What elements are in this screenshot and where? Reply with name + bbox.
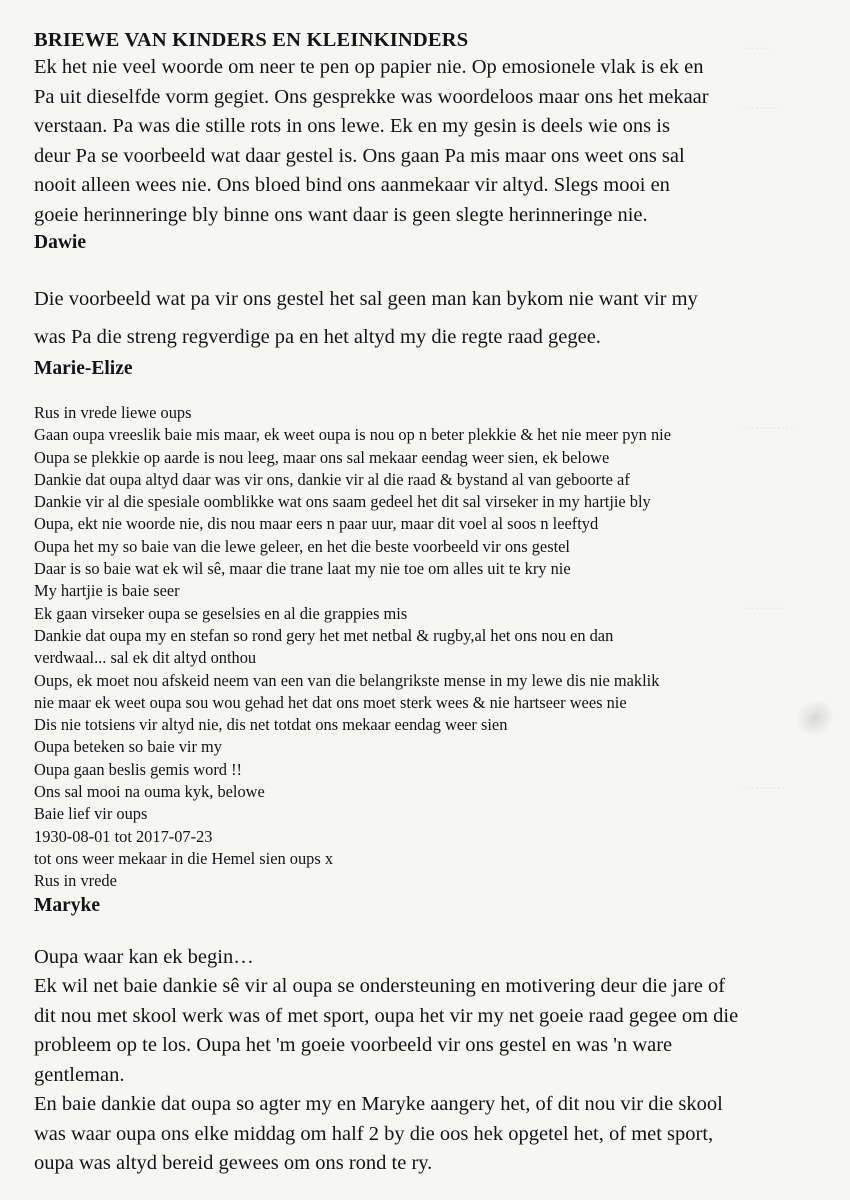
page-title: BRIEWE VAN KINDERS EN KLEINKINDERS bbox=[34, 29, 469, 51]
text-line: tot ons weer mekaar in die Hemel sien oups x bbox=[34, 848, 334, 868]
letter-final-body bbox=[34, 943, 824, 1179]
text-line: gentleman. bbox=[34, 1063, 125, 1086]
text-line: goeie herinneringe bly binne ons want daar is geen slegte herinneringe nie. bbox=[34, 203, 648, 226]
text-line: dit nou met skool werk was of met sport, oupa het vir my net goeie raad gegee om die bbox=[34, 1004, 739, 1027]
signature-dawie: Dawie bbox=[34, 232, 86, 253]
letter-marie-elize bbox=[34, 280, 824, 382]
text-line: verdwaal... sal ek dit altyd onthou bbox=[34, 648, 257, 668]
text-line: Gaan oupa vreeslik baie mis maar, ek weet oupa is nou op n beter plekkie & het nie meer pyn nie bbox=[34, 425, 672, 445]
letter-dawie bbox=[34, 53, 824, 256]
text-line: 1930-08-01 tot 2017-07-23 bbox=[34, 826, 213, 846]
text-line: was Pa die streng regverdige pa en het altyd my die regte raad gegee. bbox=[34, 326, 601, 348]
text-line: Die voorbeeld wat pa vir ons gestel het sal geen man kan bykom nie want vir my bbox=[34, 288, 698, 310]
text-line: En baie dankie dat oupa so agter my en Maryke aangery het, of dit nou vir die skool bbox=[34, 1093, 723, 1116]
text-line: nie maar ek weet oupa sou wou gehad het dat ons moet sterk wees & nie hartseer wees nie bbox=[34, 692, 627, 712]
text-line: Oupa, ekt nie woorde nie, dis nou maar eers n paar uur, maar dit voel al soos n leeftyd bbox=[34, 514, 599, 534]
text-line: Dis nie totsiens vir altyd nie, dis net totdat ons mekaar eendag weer sien bbox=[34, 715, 508, 735]
text-line: Ons sal mooi na ouma kyk, belowe bbox=[34, 782, 265, 802]
letter-final bbox=[34, 943, 824, 1179]
text-line: was waar oupa ons elke middag om half 2 by die oos hek opgetel het, of met sport, bbox=[34, 1122, 714, 1145]
text-line: Rus in vrede bbox=[34, 871, 117, 891]
document-page bbox=[34, 27, 824, 1179]
text-line: Pa uit dieselfde vorm gegiet. Ons gesprekke was woordeloos maar ons het mekaar bbox=[34, 85, 709, 108]
text-line: Dankie dat oupa my en stefan so rond gery het met netbal & rugby,al het ons nou en dan bbox=[34, 625, 614, 645]
text-line: Daar is so baie wat ek wil sê, maar die trane laat my nie toe om alles uit te kry nie bbox=[34, 559, 571, 579]
signature-maryke: Maryke bbox=[34, 894, 101, 916]
text-line: oupa was altyd bereid gewees om ons rond te ry. bbox=[34, 1152, 433, 1175]
text-line: Baie lief vir oups bbox=[34, 804, 148, 824]
text-line: Dankie vir al die spesiale oomblikke wat ons saam gedeel het dit sal virseker in my hartjie bly bbox=[34, 492, 651, 512]
text-line: deur Pa se voorbeeld wat daar gestel is. Ons gaan Pa mis maar ons weet ons sal bbox=[34, 144, 685, 167]
text-line: probleem op te los. Oupa het 'm goeie voorbeeld vir ons gestel en was 'n ware bbox=[34, 1034, 673, 1057]
text-line: Oupa waar kan ek begin… bbox=[34, 945, 254, 968]
text-line: Ek gaan virseker oupa se geselsies en al die grappies mis bbox=[34, 603, 408, 623]
text-line: nooit alleen wees nie. Ons bloed bind ons aanmekaar vir altyd. Slegs mooi en bbox=[34, 174, 670, 196]
signature-marie-elize: Marie-Elize bbox=[34, 358, 133, 379]
letter-dawie-body bbox=[34, 53, 824, 230]
text-line: verstaan. Pa was die stille rots in ons lewe. Ek en my gesin is deels wie ons is bbox=[34, 115, 670, 137]
text-line: Rus in vrede liewe oups bbox=[34, 403, 192, 422]
letter-maryke bbox=[34, 402, 824, 919]
text-line: Ek wil net baie dankie sê vir al oupa se ondersteuning en motivering deur die jare of bbox=[34, 975, 726, 998]
text-line: Oupa se plekkie op aarde is nou leeg, maar ons sal mekaar eendag weer sien, ek belowe bbox=[34, 447, 610, 467]
text-line: Dankie dat oupa altyd daar was vir ons, dankie vir al die raad & bystand al van geboorte af bbox=[34, 469, 630, 489]
text-line: Ek het nie veel woorde om neer te pen op papier nie. Op emosionele vlak is ek en bbox=[34, 56, 704, 78]
text-line: Oupa beteken so baie vir my bbox=[34, 737, 222, 757]
letter-marie-elize-body bbox=[34, 280, 824, 356]
text-line: My hartjie is baie seer bbox=[34, 581, 180, 601]
text-line: Oupa het my so baie van die lewe geleer, en het die beste voorbeeld vir ons gestel bbox=[34, 536, 570, 556]
letter-maryke-body bbox=[34, 402, 824, 893]
text-line: Oupa gaan beslis gemis word !! bbox=[34, 759, 243, 779]
text-line: Oups, ek moet nou afskeid neem van een van die belangrikste mense in my lewe dis nie maklik bbox=[34, 670, 660, 690]
